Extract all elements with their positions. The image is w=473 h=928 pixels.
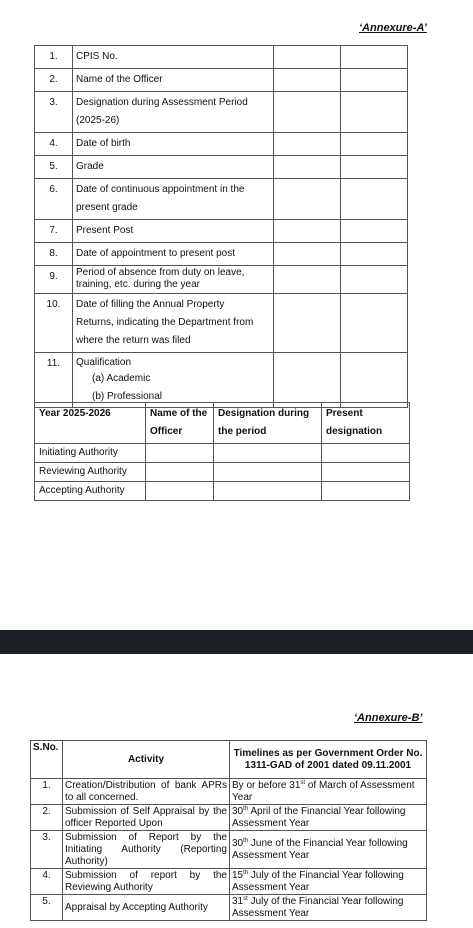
value-cell <box>341 243 408 266</box>
ordinal-suffix: st <box>300 779 306 786</box>
value-cell <box>214 482 322 501</box>
value-cell <box>274 46 341 69</box>
timeline-text: of March of Assessment Year <box>232 779 415 803</box>
activity-cell: Submission of report by the Reviewing Authority <box>63 869 230 895</box>
row-label: Accepting Authority <box>35 482 146 501</box>
row-number: 1. <box>31 779 63 805</box>
row-number: 1. <box>35 46 73 69</box>
timeline-text: April of the Financial Year following Assessment Year <box>232 805 406 829</box>
value-cell <box>274 220 341 243</box>
value-cell <box>322 444 410 463</box>
row-label-line: Returns, indicating the Department from <box>76 317 254 328</box>
value-cell <box>274 353 341 408</box>
table-row <box>31 831 427 869</box>
row-number: 10. <box>35 294 73 353</box>
table-row <box>35 133 408 156</box>
row-number: 3. <box>35 92 73 133</box>
value-cell <box>274 294 341 353</box>
value-cell <box>274 266 341 294</box>
row-label: Date of birth <box>73 133 274 156</box>
row-label: CPIS No. <box>73 46 274 69</box>
activity-cell: Appraisal by Accepting Authority <box>63 895 230 921</box>
row-label <box>73 266 274 294</box>
value-cell <box>146 444 214 463</box>
row-label-line: (a) Academic <box>92 373 151 384</box>
ordinal-suffix: th <box>243 869 249 876</box>
table-row <box>31 895 427 921</box>
row-number: 2. <box>35 69 73 92</box>
ordinal-suffix: th <box>243 805 249 812</box>
table-row <box>35 463 410 482</box>
column-header: Name of the Officer <box>146 403 214 444</box>
value-cell <box>341 133 408 156</box>
value-cell <box>274 243 341 266</box>
row-label: Reviewing Authority <box>35 463 146 482</box>
row-label: Initiating Authority <box>35 444 146 463</box>
table-row <box>31 779 427 805</box>
table-row <box>35 156 408 179</box>
value-cell <box>214 444 322 463</box>
row-number: 5. <box>35 156 73 179</box>
activity-cell: Submission of Report by the Initiating Authority (Reporting Authority) <box>63 831 230 869</box>
column-header: S.No. <box>31 741 63 779</box>
value-cell <box>214 463 322 482</box>
row-label: Present Post <box>73 220 274 243</box>
timeline-cell <box>230 895 427 921</box>
row-label: Name of the Officer <box>73 69 274 92</box>
row-label-line: (2025-26) <box>76 115 120 126</box>
value-cell <box>341 220 408 243</box>
timeline-prefix: 30 <box>232 837 244 849</box>
value-cell <box>322 463 410 482</box>
row-number: 4. <box>31 869 63 895</box>
table-row <box>35 482 410 501</box>
timeline-text: July of the Financial Year following Assessment Year <box>232 869 404 893</box>
timeline-text: June of the Financial Year following Assessment Year <box>232 837 408 861</box>
table-row <box>35 46 408 69</box>
timeline-cell <box>230 805 427 831</box>
officer-details-table <box>34 45 408 408</box>
value-cell <box>341 266 408 294</box>
ordinal-suffix: th <box>243 837 249 844</box>
table-row <box>35 69 408 92</box>
activity-cell: Creation/Distribution of bank APRs to all concerned. <box>63 779 230 805</box>
column-header: Present designation <box>322 403 410 444</box>
value-cell <box>341 179 408 220</box>
column-header: Year 2025-2026 <box>35 403 146 444</box>
value-cell <box>274 179 341 220</box>
ordinal-suffix: st <box>243 895 248 902</box>
value-cell <box>341 156 408 179</box>
row-label <box>73 179 274 220</box>
table-row <box>35 243 408 266</box>
row-number: 3. <box>31 831 63 869</box>
row-label: Grade <box>73 156 274 179</box>
row-number: 8. <box>35 243 73 266</box>
row-number: 11. <box>35 353 73 408</box>
row-label-line: Period of absence from duty on leave, <box>76 267 245 278</box>
row-label-line: Qualification <box>76 357 132 368</box>
row-number: 7. <box>35 220 73 243</box>
table-row <box>35 353 408 408</box>
timeline-cell <box>230 869 427 895</box>
value-cell <box>274 156 341 179</box>
table-row <box>35 444 410 463</box>
value-cell <box>274 92 341 133</box>
row-label <box>73 294 274 353</box>
timelines-table <box>30 740 427 921</box>
timeline-prefix: 31 <box>232 895 244 907</box>
column-header: Timelines as per Government Order No. 1311-GAD of 2001 dated 09.11.2001 <box>230 741 427 779</box>
value-cell <box>341 69 408 92</box>
table-row <box>35 179 408 220</box>
row-label-line: training, etc. during the year <box>76 279 200 290</box>
row-number: 9. <box>35 266 73 294</box>
row-label <box>73 353 274 408</box>
value-cell <box>274 69 341 92</box>
value-cell <box>341 294 408 353</box>
authority-table <box>34 402 410 501</box>
page-separator <box>0 630 473 654</box>
value-cell <box>146 482 214 501</box>
value-cell <box>341 353 408 408</box>
row-label-line: Date of filling the Annual Property <box>76 299 225 310</box>
timeline-cell <box>230 831 427 869</box>
row-label-line: (b) Professional <box>92 391 163 402</box>
value-cell <box>341 46 408 69</box>
row-label-line: where the return was filed <box>76 335 191 346</box>
table-row <box>35 220 408 243</box>
column-header: Designation during the period <box>214 403 322 444</box>
timeline-prefix: 30 <box>232 805 244 817</box>
row-number: 5. <box>31 895 63 921</box>
table-header-row <box>31 741 427 779</box>
value-cell <box>341 92 408 133</box>
timeline-prefix: By or before 31 <box>232 779 301 791</box>
table-row <box>35 266 408 294</box>
value-cell <box>322 482 410 501</box>
annexure-b-title: ‘Annexure-B’ <box>354 712 423 724</box>
table-row <box>31 805 427 831</box>
value-cell <box>274 133 341 156</box>
row-label-line: present grade <box>76 202 138 213</box>
row-label-line: Date of continuous appointment in the <box>76 184 245 195</box>
table-header-row <box>35 403 410 444</box>
row-number: 2. <box>31 805 63 831</box>
row-label: Date of appointment to present post <box>73 243 274 266</box>
timeline-cell <box>230 779 427 805</box>
row-label-line: Designation during Assessment Period <box>76 97 248 108</box>
row-label <box>73 92 274 133</box>
row-number: 6. <box>35 179 73 220</box>
timeline-prefix: 15 <box>232 869 244 881</box>
value-cell <box>146 463 214 482</box>
table-row <box>31 869 427 895</box>
activity-cell: Submission of Self Appraisal by the officer Reported Upon <box>63 805 230 831</box>
annexure-a-title: ‘Annexure-A’ <box>359 22 427 34</box>
row-number: 4. <box>35 133 73 156</box>
column-header: Activity <box>63 741 230 779</box>
table-row <box>35 92 408 133</box>
timeline-text: July of the Financial Year following Assessment Year <box>232 895 404 919</box>
table-row <box>35 294 408 353</box>
